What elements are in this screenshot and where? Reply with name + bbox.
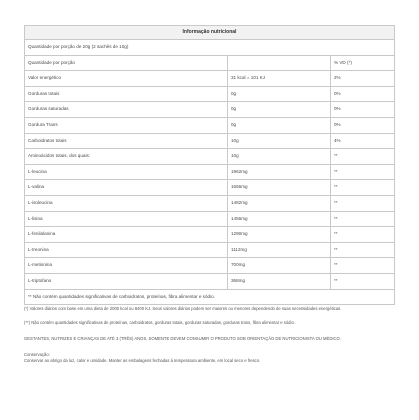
nutrient-name: Gorduras totais: [25, 86, 228, 102]
conservation-text: [24, 358, 394, 363]
daily-value-note-text: (*) Valores diários com base em uma dieta de 2000 kcal ou 8400 KJ. Seus valores diários podem ser maiores ou menores dependendo de suas necessidades energéticas.: [24, 306, 342, 311]
table-row: [25, 227, 395, 243]
insignificant-note-text: (**) Não contém quantidades significativas de proteínas, carboidratos, gorduras totais, gorduras saturadas, gorduras trans, fibra alimentar e sódio.: [24, 320, 295, 325]
header-quantity: Quantidade por porção: [25, 55, 228, 71]
daily-value-note: [24, 306, 394, 311]
warning-text-content: GESTANTES, NUTRIZES E CRIANÇAS DE ATÉ 3 (TRÊS) ANOS, SOMENTE DEVEM CONSUMIR O PRODUTO SOB ORIENTAÇÃO DE NUTRICIONISTA OU MÉDICO.: [24, 336, 341, 341]
nutrient-amount: 0g: [228, 86, 331, 102]
nutrient-amount: 368mg: [228, 273, 331, 289]
table-footer-note: ** Não contém quantidades significativas de carboidratos, proteínas, fibra alimentar e sódio.: [25, 289, 395, 305]
nutrient-amount: 1112mg: [228, 242, 331, 258]
nutrient-amount: 10g: [228, 133, 331, 149]
nutrient-name: Valor energético: [25, 71, 228, 87]
table-row: [25, 71, 395, 87]
serving-size: Quantidade por porção de 20g (2 sachês de 10g): [25, 40, 395, 56]
nutrition-facts-container: [24, 25, 394, 305]
header-row: [25, 55, 395, 71]
nutrient-daily-value: **: [331, 211, 395, 227]
conservation-title: [24, 352, 394, 357]
nutrient-amount: 10g: [228, 149, 331, 165]
nutrient-daily-value: **: [331, 149, 395, 165]
nutrient-name: L-isoleucina: [25, 195, 228, 211]
table-row: [25, 211, 395, 227]
nutrient-name: L-leucina: [25, 164, 228, 180]
table-row: [25, 180, 395, 196]
conservation-title-text: Conservação:: [24, 352, 50, 357]
nutrient-daily-value: 0%: [331, 117, 395, 133]
nutrient-amount: 0g: [228, 117, 331, 133]
nutrient-daily-value: **: [331, 180, 395, 196]
table-row: [25, 149, 395, 165]
nutrient-amount: 1656mg: [228, 180, 331, 196]
nutrient-daily-value: 2%: [331, 71, 395, 87]
table-row: [25, 117, 395, 133]
nutrient-amount: 1482mg: [228, 195, 331, 211]
table-row: [25, 86, 395, 102]
table-row: [25, 258, 395, 274]
nutrient-name: L-lisina: [25, 211, 228, 227]
nutrient-daily-value: **: [331, 258, 395, 274]
nutrition-table-body: [25, 40, 395, 305]
serving-row: [25, 40, 395, 56]
nutrient-daily-value: **: [331, 273, 395, 289]
header-amount: [228, 55, 331, 71]
nutrient-daily-value: 4%: [331, 133, 395, 149]
nutrient-amount: 0g: [228, 102, 331, 118]
nutrient-amount: 1290mg: [228, 227, 331, 243]
table-row: [25, 195, 395, 211]
nutrient-name: L-metionina: [25, 258, 228, 274]
nutrient-daily-value: **: [331, 242, 395, 258]
nutrient-name: L-valina: [25, 180, 228, 196]
nutrient-name: Gordura Trans: [25, 117, 228, 133]
nutrient-daily-value: 0%: [331, 102, 395, 118]
table-row: [25, 133, 395, 149]
nutrient-amount: 1456mg: [228, 211, 331, 227]
nutrient-daily-value: 0%: [331, 86, 395, 102]
table-row: [25, 164, 395, 180]
nutrient-name: L-treonina: [25, 242, 228, 258]
footer-row: [25, 289, 395, 305]
nutrient-name: Carboidratos totais: [25, 133, 228, 149]
nutrient-daily-value: **: [331, 195, 395, 211]
insignificant-note: [24, 320, 394, 325]
nutrient-name: Gorduras saturadas: [25, 102, 228, 118]
nutrient-name: L-fenilalanina: [25, 227, 228, 243]
table-title: Informação nutricional: [25, 26, 395, 40]
nutrient-name: Aminoácidos totais, dos quais:: [25, 149, 228, 165]
table-title-row: [25, 26, 395, 40]
warning-text: [24, 336, 394, 341]
nutrient-daily-value: **: [331, 227, 395, 243]
nutrient-name: L-triptofano: [25, 273, 228, 289]
nutrition-table: [24, 25, 395, 305]
nutrient-amount: 700mg: [228, 258, 331, 274]
table-row: [25, 102, 395, 118]
nutrient-amount: 31 kcal = 101 KJ: [228, 71, 331, 87]
table-row: [25, 273, 395, 289]
conservation-text-content: Conservar ao abrigo da luz, calor e umidade. Manter as embalagens fechadas à temperatura ambiente, em local seco e fresco.: [24, 358, 261, 363]
nutrient-amount: 1962mg: [228, 164, 331, 180]
nutrient-daily-value: **: [331, 164, 395, 180]
header-daily-value: % VD (*): [331, 55, 395, 71]
table-row: [25, 242, 395, 258]
